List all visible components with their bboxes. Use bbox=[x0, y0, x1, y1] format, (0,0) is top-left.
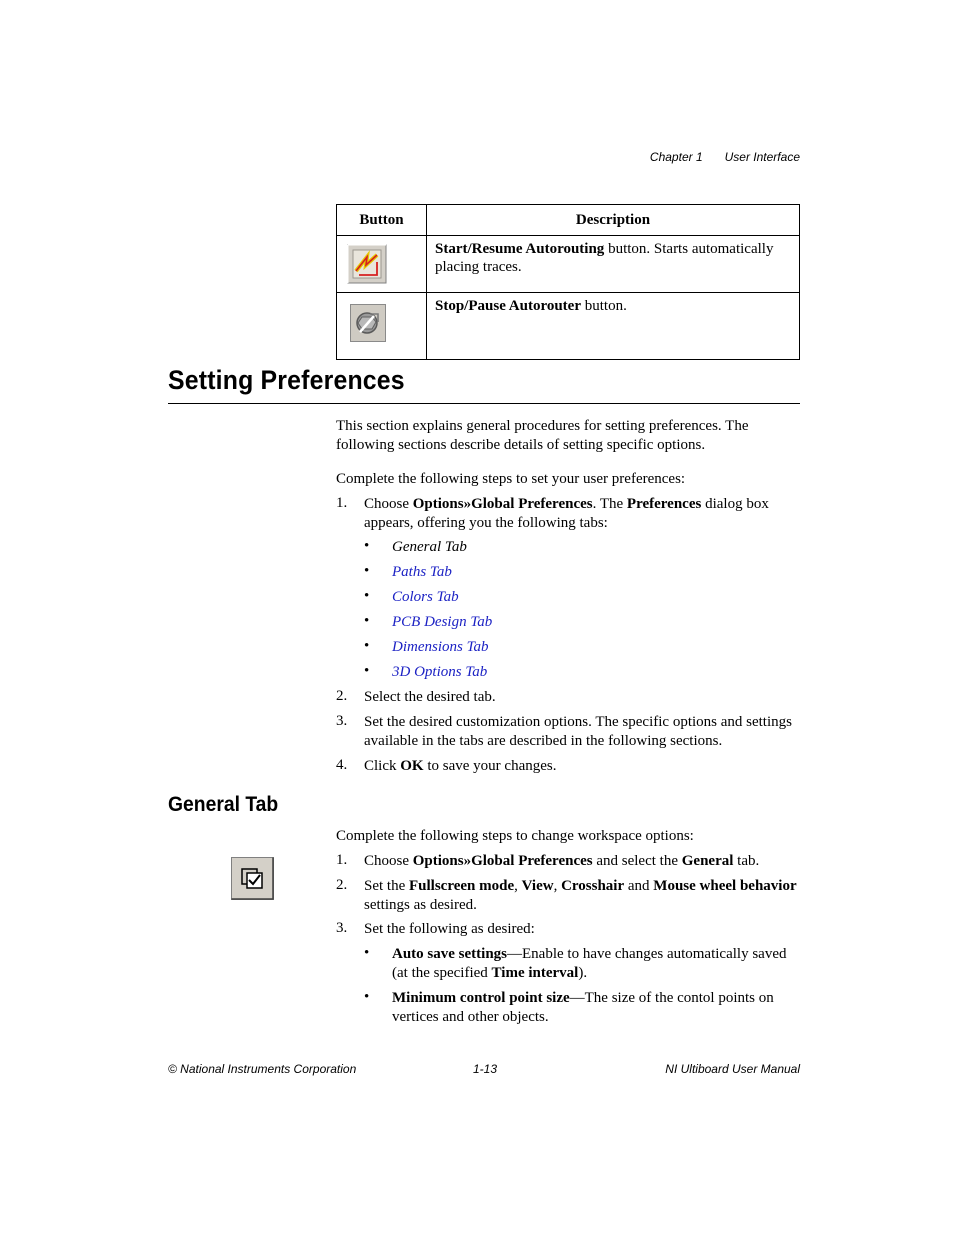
general-step-2-text: and bbox=[624, 878, 654, 894]
description-cell bbox=[427, 293, 800, 360]
bullet: • bbox=[364, 945, 370, 961]
step-number: 2. bbox=[336, 877, 348, 893]
start-autorouting-desc: button. Starts automatically placing traces. bbox=[435, 241, 774, 275]
bullet: • bbox=[364, 588, 370, 604]
bullet: • bbox=[364, 613, 370, 629]
step-1 bbox=[364, 495, 800, 533]
bullet: • bbox=[364, 638, 370, 654]
setting-name: Fullscreen mode bbox=[409, 878, 515, 894]
steps-intro: Complete the following steps to set your user preferences: bbox=[336, 471, 686, 487]
start-autorouting-label: Start/Resume Autorouting bbox=[435, 241, 605, 257]
step-4-text: Click bbox=[364, 758, 401, 774]
control-point-item bbox=[392, 989, 800, 1027]
general-step-1-text: Choose bbox=[364, 853, 413, 869]
general-step-1 bbox=[364, 852, 800, 871]
link-pcb-design-tab[interactable]: PCB Design Tab bbox=[392, 614, 493, 630]
general-step-3: Set the following as desired: bbox=[364, 921, 535, 937]
bullet: • bbox=[364, 563, 370, 579]
step-number: 2. bbox=[336, 688, 348, 704]
section-rule bbox=[168, 403, 800, 404]
table-header-row bbox=[337, 205, 800, 236]
button-cell bbox=[337, 293, 427, 360]
setting-desc: —Enable to have changes automatically saved (at the specified bbox=[392, 946, 787, 981]
setting-name: Mouse wheel behavior bbox=[653, 878, 797, 894]
header-chapter: Chapter 1 bbox=[649, 150, 703, 164]
link-paths-tab[interactable]: Paths Tab bbox=[392, 564, 452, 580]
step-1-text: Choose bbox=[364, 496, 413, 512]
autoroute-stop-icon bbox=[350, 304, 386, 342]
link-3d-options-tab[interactable]: 3D Options Tab bbox=[392, 664, 488, 680]
step-number: 3. bbox=[336, 920, 348, 936]
link-colors-tab[interactable]: Colors Tab bbox=[392, 589, 459, 605]
header-section: User Interface bbox=[724, 150, 800, 164]
step-3: Set the desired customization options. The specific options and settings available in the tabs are described in the following sections. bbox=[364, 714, 792, 749]
general-step-2-text: Set the bbox=[364, 878, 409, 894]
general-step-2-text: , bbox=[514, 878, 522, 894]
page-number: 1-13 bbox=[473, 1062, 498, 1076]
footer-left: © National Instruments Corporation bbox=[168, 1062, 357, 1076]
autoroute-start-icon bbox=[347, 244, 387, 284]
step-4-text: to save your changes. bbox=[423, 758, 557, 774]
description-cell bbox=[427, 236, 800, 293]
step-2: Select the desired tab. bbox=[364, 689, 496, 705]
table-row bbox=[337, 293, 800, 360]
dialog-name: Preferences bbox=[626, 496, 702, 512]
button-table bbox=[336, 204, 800, 360]
tab-general: General Tab bbox=[392, 539, 467, 555]
step-1-text: . The bbox=[592, 496, 627, 512]
general-step-1-text: and select the bbox=[592, 853, 682, 869]
ok-label: OK bbox=[400, 758, 424, 774]
subsection-title: General Tab bbox=[168, 793, 279, 816]
setting-name: Time interval bbox=[491, 965, 579, 981]
menu-path: Options»Global Preferences bbox=[412, 853, 593, 869]
footer-right: NI Ultiboard User Manual bbox=[665, 1062, 800, 1076]
intro-paragraph: This section explains general procedures for setting preferences. The following sections describe details of setting specific options. bbox=[336, 418, 749, 453]
general-step-2-text: settings as desired. bbox=[364, 897, 477, 913]
bullet: • bbox=[364, 989, 370, 1005]
stop-autorouter-label: Stop/Pause Autorouter bbox=[435, 298, 581, 314]
setting-desc: —The size of the contol points on vertices and other objects. bbox=[392, 990, 774, 1025]
link-dimensions-tab[interactable]: Dimensions Tab bbox=[392, 639, 489, 655]
button-cell bbox=[337, 236, 427, 293]
step-number: 1. bbox=[336, 495, 348, 511]
setting-name: Crosshair bbox=[561, 878, 625, 894]
table-row bbox=[337, 236, 800, 293]
section-title: Setting Preferences bbox=[168, 365, 405, 395]
step-1-text: dialog box appears, offering you the following tabs: bbox=[364, 496, 769, 531]
bullet: • bbox=[364, 538, 370, 554]
column-header-description: Description bbox=[427, 205, 800, 236]
setting-name: Auto save settings bbox=[392, 946, 507, 962]
general-intro: Complete the following steps to change workspace options: bbox=[336, 828, 694, 844]
general-step-2 bbox=[364, 877, 800, 915]
general-preferences-icon bbox=[231, 857, 274, 900]
menu-path: Options»Global Preferences bbox=[412, 496, 593, 512]
running-header bbox=[540, 150, 800, 164]
step-number: 1. bbox=[336, 852, 348, 868]
setting-name: View bbox=[521, 878, 554, 894]
step-number: 4. bbox=[336, 757, 348, 773]
setting-desc: ). bbox=[578, 965, 588, 981]
step-4 bbox=[364, 757, 800, 776]
step-number: 3. bbox=[336, 713, 348, 729]
auto-save-item bbox=[392, 945, 800, 983]
setting-name: Minimum control point size bbox=[392, 990, 570, 1006]
tab-name: General bbox=[681, 853, 734, 869]
general-step-1-text: tab. bbox=[733, 853, 760, 869]
bullet: • bbox=[364, 663, 370, 679]
column-header-button: Button bbox=[337, 205, 427, 236]
general-step-2-text: , bbox=[553, 878, 562, 894]
stop-autorouter-desc: button. bbox=[580, 298, 627, 314]
